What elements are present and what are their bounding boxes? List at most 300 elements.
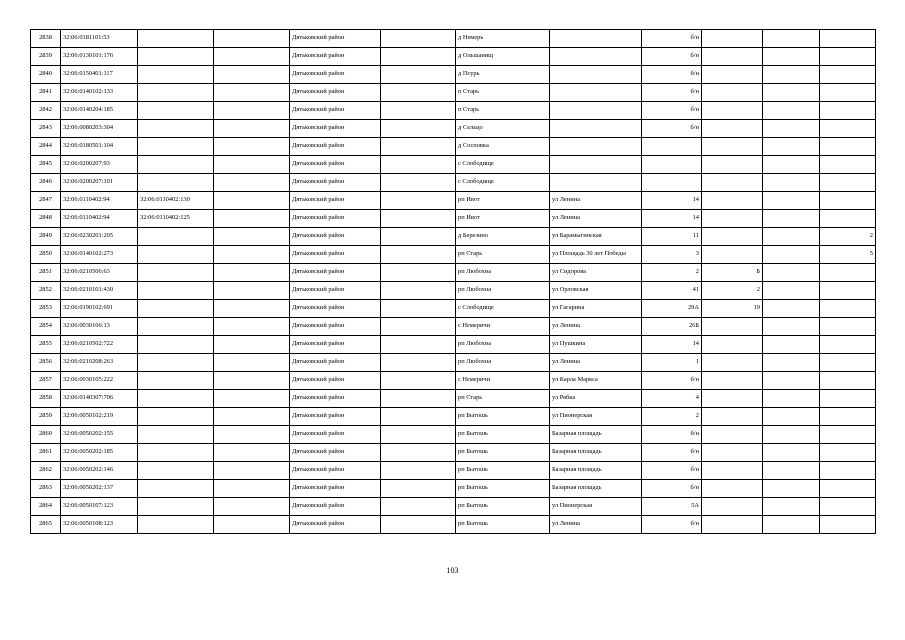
- cell-cadastral-number: 32:06:0181101:53: [61, 30, 138, 48]
- cell-locality: рп Бытошь: [456, 444, 550, 462]
- cell-building: [702, 210, 763, 228]
- cell-house: 41: [642, 282, 702, 300]
- cell-empty: [214, 444, 290, 462]
- cell-cadastral-number: 32:06:0140102:133: [61, 84, 138, 102]
- cell-house: 4: [642, 390, 702, 408]
- cell-settlement: [381, 228, 456, 246]
- cell-flat: [763, 84, 820, 102]
- cell-locality: с Слободище: [456, 156, 550, 174]
- cell-settlement: [381, 300, 456, 318]
- cell-extra: [820, 120, 876, 138]
- cell-row-number: 2854: [31, 318, 61, 336]
- cell-flat: [763, 138, 820, 156]
- cell-district: Дятьковский район: [290, 462, 381, 480]
- cell-flat: [763, 498, 820, 516]
- cell-cadastral-number-2: [138, 102, 214, 120]
- cell-cadastral-number: 32:06:0080203:304: [61, 120, 138, 138]
- cell-extra: [820, 156, 876, 174]
- cell-empty: [214, 192, 290, 210]
- cell-district: Дятьковский район: [290, 426, 381, 444]
- cell-extra: [820, 408, 876, 426]
- table-row: [31, 84, 876, 102]
- cell-cadastral-number: 32:06:0140204:185: [61, 102, 138, 120]
- cell-empty: [214, 390, 290, 408]
- cell-cadastral-number-2: [138, 336, 214, 354]
- cell-cadastral-number: 32:06:0210502:722: [61, 336, 138, 354]
- cell-house: б/н: [642, 480, 702, 498]
- cell-empty: [214, 102, 290, 120]
- cell-house: 11: [642, 228, 702, 246]
- cell-street: ул Пушкина: [550, 336, 642, 354]
- cell-empty: [214, 30, 290, 48]
- cell-row-number: 2856: [31, 354, 61, 372]
- cell-street: Базарная площадь: [550, 444, 642, 462]
- cell-extra: 2: [820, 228, 876, 246]
- cell-settlement: [381, 498, 456, 516]
- cell-cadastral-number: 32:06:0190102:691: [61, 300, 138, 318]
- cell-district: Дятьковский район: [290, 102, 381, 120]
- cell-building: [702, 192, 763, 210]
- cell-locality: д Сосновка: [456, 138, 550, 156]
- cell-house: 5А: [642, 498, 702, 516]
- cell-building: [702, 102, 763, 120]
- cell-extra: [820, 210, 876, 228]
- cell-cadastral-number-2: [138, 138, 214, 156]
- cell-settlement: [381, 390, 456, 408]
- cell-building: [702, 498, 763, 516]
- cell-house: 26Б: [642, 318, 702, 336]
- cell-extra: [820, 462, 876, 480]
- cell-cadastral-number-2: [138, 354, 214, 372]
- cell-settlement: [381, 318, 456, 336]
- table-row: [31, 48, 876, 66]
- cell-street: Базарная площадь: [550, 480, 642, 498]
- table-row: [31, 480, 876, 498]
- cell-settlement: [381, 84, 456, 102]
- table-row: [31, 174, 876, 192]
- cell-street: [550, 30, 642, 48]
- cell-district: Дятьковский район: [290, 246, 381, 264]
- cell-cadastral-number-2: [138, 480, 214, 498]
- cell-street: ул Ленина: [550, 516, 642, 534]
- cell-extra: [820, 264, 876, 282]
- cell-street: ул Орловская: [550, 282, 642, 300]
- cell-house: б/н: [642, 516, 702, 534]
- cell-cadastral-number: 32:06:0210208:263: [61, 354, 138, 372]
- cell-district: Дятьковский район: [290, 408, 381, 426]
- cell-cadastral-number: 32:06:0180501:104: [61, 138, 138, 156]
- cell-street: [550, 138, 642, 156]
- cell-street: ул Ленина: [550, 192, 642, 210]
- cell-locality: рп Бытошь: [456, 408, 550, 426]
- cell-flat: [763, 390, 820, 408]
- cell-street: ул Карла Маркса: [550, 372, 642, 390]
- cell-building: [702, 84, 763, 102]
- cell-empty: [214, 84, 290, 102]
- cell-extra: [820, 138, 876, 156]
- cell-cadastral-number: 32:06:0050107:123: [61, 498, 138, 516]
- cell-flat: [763, 300, 820, 318]
- cell-empty: [214, 426, 290, 444]
- cell-locality: рп Любохна: [456, 336, 550, 354]
- table-row: [31, 156, 876, 174]
- cell-empty: [214, 336, 290, 354]
- table-row: [31, 228, 876, 246]
- cell-flat: [763, 102, 820, 120]
- cell-flat: [763, 444, 820, 462]
- cell-district: Дятьковский район: [290, 480, 381, 498]
- cell-flat: [763, 66, 820, 84]
- table-row: [31, 354, 876, 372]
- cell-cadastral-number: 32:06:0030106:13: [61, 318, 138, 336]
- cell-flat: [763, 210, 820, 228]
- cell-cadastral-number: 32:06:0050202:146: [61, 462, 138, 480]
- cell-row-number: 2863: [31, 480, 61, 498]
- cell-cadastral-number: 32:06:0230201:205: [61, 228, 138, 246]
- cell-extra: [820, 498, 876, 516]
- cell-flat: [763, 462, 820, 480]
- cell-house: 1: [642, 354, 702, 372]
- cell-extra: [820, 336, 876, 354]
- cell-street: ул Ленина: [550, 354, 642, 372]
- cell-street: ул Гагарина: [550, 300, 642, 318]
- cell-district: Дятьковский район: [290, 84, 381, 102]
- cell-building: [702, 174, 763, 192]
- cell-row-number: 2859: [31, 408, 61, 426]
- table-row: [31, 210, 876, 228]
- cell-cadastral-number: 32:06:0030105:222: [61, 372, 138, 390]
- cell-cadastral-number: 32:06:0140102:273: [61, 246, 138, 264]
- cell-flat: [763, 516, 820, 534]
- cell-empty: [214, 498, 290, 516]
- cell-cadastral-number-2: [138, 48, 214, 66]
- cell-cadastral-number: 32:06:0150401:117: [61, 66, 138, 84]
- cell-house: 29А: [642, 300, 702, 318]
- cell-house: 2: [642, 408, 702, 426]
- cell-house: б/н: [642, 462, 702, 480]
- cell-flat: [763, 336, 820, 354]
- cell-locality: рп Любохна: [456, 264, 550, 282]
- cell-building: [702, 480, 763, 498]
- cell-settlement: [381, 282, 456, 300]
- cell-flat: [763, 318, 820, 336]
- cell-street: [550, 174, 642, 192]
- cell-cadastral-number-2: [138, 498, 214, 516]
- cell-flat: [763, 480, 820, 498]
- cell-district: Дятьковский район: [290, 318, 381, 336]
- cell-building: [702, 390, 763, 408]
- cell-row-number: 2852: [31, 282, 61, 300]
- cell-empty: [214, 318, 290, 336]
- cell-house: 3: [642, 246, 702, 264]
- table-row: [31, 264, 876, 282]
- cell-locality: рп Бытошь: [456, 480, 550, 498]
- cell-cadastral-number-2: 32:06:0110402:130: [138, 192, 214, 210]
- table-row: [31, 120, 876, 138]
- cell-district: Дятьковский район: [290, 156, 381, 174]
- registry-table: [30, 29, 876, 534]
- cell-empty: [214, 138, 290, 156]
- cell-street: [550, 120, 642, 138]
- cell-extra: [820, 516, 876, 534]
- cell-cadastral-number-2: [138, 246, 214, 264]
- cell-empty: [214, 228, 290, 246]
- cell-empty: [214, 408, 290, 426]
- cell-house: [642, 138, 702, 156]
- cell-cadastral-number-2: [138, 372, 214, 390]
- cell-street: [550, 66, 642, 84]
- cell-locality: рп Ивот: [456, 192, 550, 210]
- cell-flat: [763, 264, 820, 282]
- table-row: [31, 30, 876, 48]
- cell-cadastral-number-2: 32:06:0110402:125: [138, 210, 214, 228]
- cell-row-number: 2865: [31, 516, 61, 534]
- cell-building: [702, 444, 763, 462]
- cell-flat: [763, 246, 820, 264]
- cell-building: [702, 408, 763, 426]
- cell-street: [550, 102, 642, 120]
- cell-empty: [214, 300, 290, 318]
- table-row: [31, 462, 876, 480]
- table-row: [31, 372, 876, 390]
- cell-locality: рп Старь: [456, 390, 550, 408]
- cell-locality: рп Бытошь: [456, 462, 550, 480]
- cell-locality: рп Ивот: [456, 210, 550, 228]
- cell-locality: с Слободище: [456, 300, 550, 318]
- cell-row-number: 2838: [31, 30, 61, 48]
- cell-extra: [820, 192, 876, 210]
- table-row: [31, 102, 876, 120]
- cell-extra: [820, 282, 876, 300]
- cell-district: Дятьковский район: [290, 444, 381, 462]
- cell-empty: [214, 480, 290, 498]
- cell-empty: [214, 282, 290, 300]
- cell-row-number: 2862: [31, 462, 61, 480]
- cell-cadastral-number: 32:06:0210506:63: [61, 264, 138, 282]
- cell-row-number: 2846: [31, 174, 61, 192]
- cell-settlement: [381, 192, 456, 210]
- cell-building: [702, 426, 763, 444]
- table-row: [31, 426, 876, 444]
- cell-locality: рп Бытошь: [456, 426, 550, 444]
- cell-street: ул Площадь 30 лет Победы: [550, 246, 642, 264]
- cell-cadastral-number-2: [138, 516, 214, 534]
- table-body: [31, 30, 876, 534]
- cell-building: [702, 372, 763, 390]
- cell-row-number: 2855: [31, 336, 61, 354]
- cell-house: б/н: [642, 30, 702, 48]
- cell-district: Дятьковский район: [290, 300, 381, 318]
- table-row: [31, 300, 876, 318]
- table-row: [31, 408, 876, 426]
- cell-settlement: [381, 30, 456, 48]
- cell-cadastral-number-2: [138, 462, 214, 480]
- cell-flat: [763, 120, 820, 138]
- cell-extra: [820, 174, 876, 192]
- cell-empty: [214, 210, 290, 228]
- cell-extra: [820, 318, 876, 336]
- cell-cadastral-number: 32:06:0050202:155: [61, 426, 138, 444]
- cell-house: б/н: [642, 120, 702, 138]
- cell-flat: [763, 228, 820, 246]
- cell-flat: [763, 426, 820, 444]
- cell-house: [642, 156, 702, 174]
- cell-district: Дятьковский район: [290, 48, 381, 66]
- cell-building: [702, 138, 763, 156]
- cell-cadastral-number-2: [138, 300, 214, 318]
- cell-locality: п Старь: [456, 84, 550, 102]
- cell-district: Дятьковский район: [290, 264, 381, 282]
- cell-cadastral-number: 32:06:0200207:101: [61, 174, 138, 192]
- cell-building: Б: [702, 264, 763, 282]
- cell-flat: [763, 372, 820, 390]
- cell-settlement: [381, 210, 456, 228]
- table-row: [31, 390, 876, 408]
- cell-row-number: 2858: [31, 390, 61, 408]
- cell-cadastral-number-2: [138, 408, 214, 426]
- cell-district: Дятьковский район: [290, 210, 381, 228]
- cell-empty: [214, 156, 290, 174]
- cell-building: [702, 516, 763, 534]
- cell-district: Дятьковский район: [290, 390, 381, 408]
- cell-flat: [763, 156, 820, 174]
- cell-locality: рп Старь: [456, 246, 550, 264]
- cell-house: б/н: [642, 48, 702, 66]
- table-row: [31, 282, 876, 300]
- table-row: [31, 336, 876, 354]
- cell-settlement: [381, 138, 456, 156]
- cell-settlement: [381, 66, 456, 84]
- cell-building: [702, 48, 763, 66]
- cell-house: 14: [642, 192, 702, 210]
- cell-settlement: [381, 426, 456, 444]
- cell-settlement: [381, 246, 456, 264]
- cell-row-number: 2850: [31, 246, 61, 264]
- cell-cadastral-number-2: [138, 426, 214, 444]
- cell-settlement: [381, 408, 456, 426]
- cell-empty: [214, 354, 290, 372]
- cell-cadastral-number: 32:06:0110402:94: [61, 192, 138, 210]
- cell-row-number: 2844: [31, 138, 61, 156]
- cell-locality: д Ольшанищ: [456, 48, 550, 66]
- cell-street: Базарная площадь: [550, 426, 642, 444]
- cell-building: [702, 66, 763, 84]
- cell-empty: [214, 174, 290, 192]
- cell-cadastral-number: 32:06:0050202:185: [61, 444, 138, 462]
- cell-cadastral-number: 32:06:0200207:93: [61, 156, 138, 174]
- cell-cadastral-number: 32:06:0050108:123: [61, 516, 138, 534]
- cell-street: ул Пионерская: [550, 408, 642, 426]
- cell-cadastral-number-2: [138, 228, 214, 246]
- cell-street: [550, 84, 642, 102]
- cell-house: 2: [642, 264, 702, 282]
- cell-district: Дятьковский район: [290, 336, 381, 354]
- cell-district: Дятьковский район: [290, 354, 381, 372]
- cell-cadastral-number: 32:06:0210101:430: [61, 282, 138, 300]
- cell-house: 14: [642, 336, 702, 354]
- cell-house: б/н: [642, 444, 702, 462]
- cell-settlement: [381, 156, 456, 174]
- cell-row-number: 2853: [31, 300, 61, 318]
- cell-row-number: 2839: [31, 48, 61, 66]
- cell-flat: [763, 174, 820, 192]
- cell-district: Дятьковский район: [290, 498, 381, 516]
- cell-settlement: [381, 264, 456, 282]
- table-row: [31, 318, 876, 336]
- cell-settlement: [381, 102, 456, 120]
- cell-extra: [820, 354, 876, 372]
- cell-extra: [820, 84, 876, 102]
- cell-locality: д Березино: [456, 228, 550, 246]
- cell-extra: [820, 30, 876, 48]
- cell-building: [702, 462, 763, 480]
- cell-cadastral-number: 32:06:0050102:219: [61, 408, 138, 426]
- cell-cadastral-number-2: [138, 174, 214, 192]
- cell-empty: [214, 516, 290, 534]
- cell-street: ул Ленина: [550, 210, 642, 228]
- cell-district: Дятьковский район: [290, 282, 381, 300]
- cell-house: 14: [642, 210, 702, 228]
- table-row: [31, 66, 876, 84]
- cell-settlement: [381, 120, 456, 138]
- cell-row-number: 2864: [31, 498, 61, 516]
- table-row: [31, 516, 876, 534]
- cell-empty: [214, 66, 290, 84]
- cell-cadastral-number: 32:06:0050202:137: [61, 480, 138, 498]
- table-row: [31, 498, 876, 516]
- cell-settlement: [381, 480, 456, 498]
- cell-cadastral-number-2: [138, 84, 214, 102]
- cell-row-number: 2848: [31, 210, 61, 228]
- cell-cadastral-number-2: [138, 120, 214, 138]
- cell-locality: с Слободище: [456, 174, 550, 192]
- cell-street: Базарная площадь: [550, 462, 642, 480]
- cell-flat: [763, 48, 820, 66]
- table-row: [31, 444, 876, 462]
- cell-street: ул Рябка: [550, 390, 642, 408]
- cell-row-number: 2851: [31, 264, 61, 282]
- cell-flat: [763, 192, 820, 210]
- cell-building: 19: [702, 300, 763, 318]
- cell-cadastral-number-2: [138, 444, 214, 462]
- cell-cadastral-number-2: [138, 264, 214, 282]
- cell-extra: 5: [820, 246, 876, 264]
- cell-building: 2: [702, 282, 763, 300]
- cell-settlement: [381, 174, 456, 192]
- cell-cadastral-number-2: [138, 156, 214, 174]
- page-number: 103: [446, 566, 459, 575]
- cell-row-number: 2861: [31, 444, 61, 462]
- table-row: [31, 138, 876, 156]
- cell-locality: с Немеричи: [456, 318, 550, 336]
- cell-flat: [763, 30, 820, 48]
- cell-street: ул Ленина: [550, 318, 642, 336]
- cell-building: [702, 120, 763, 138]
- cell-locality: д Псурь: [456, 66, 550, 84]
- cell-locality: д Сельцо: [456, 120, 550, 138]
- cell-row-number: 2849: [31, 228, 61, 246]
- cell-locality: с Немеричи: [456, 372, 550, 390]
- cell-building: [702, 354, 763, 372]
- cell-house: б/н: [642, 66, 702, 84]
- cell-locality: рп Бытошь: [456, 498, 550, 516]
- cell-empty: [214, 264, 290, 282]
- cell-row-number: 2857: [31, 372, 61, 390]
- cell-district: Дятьковский район: [290, 192, 381, 210]
- cell-row-number: 2843: [31, 120, 61, 138]
- cell-flat: [763, 354, 820, 372]
- cell-extra: [820, 480, 876, 498]
